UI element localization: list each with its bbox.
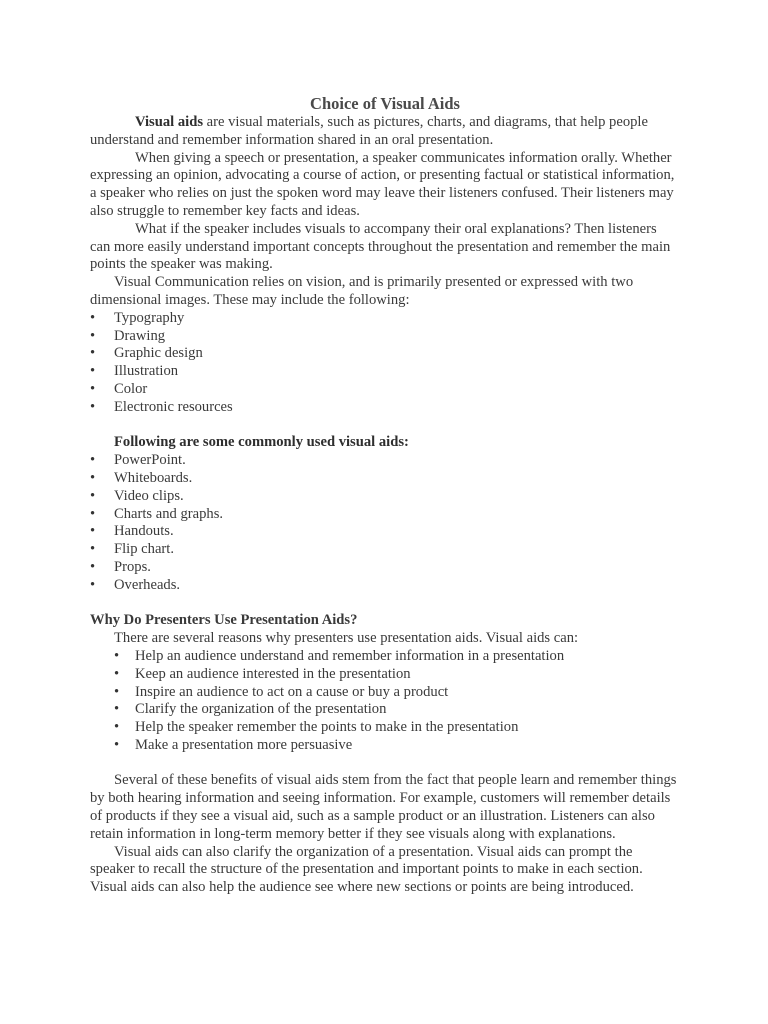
paragraph-organization: Visual aids can also clarify the organization of a presentation. Visual aids can prompt the speaker to recall the structure of the presentation and important points to make in each section. Visual aids can also help the audience see where new sections or points are being introduced. [90,843,643,896]
spacer [90,595,680,613]
list-item: • PowerPoint. [90,452,680,470]
heading-common-aids [90,434,680,452]
spacer [90,417,680,435]
list-item: • Inspire an audience to act on a cause or buy a product [90,684,680,702]
list-common-aids [90,452,680,594]
heading-why-presenters: Why Do Presenters Use Presentation Aids? [90,612,358,629]
list-item: • Video clips. [90,488,680,506]
list-item: • Whiteboards. [90,470,680,488]
list-item: • Charts and graphs. [90,506,680,524]
list-item: • Make a presentation more persuasive [90,737,680,755]
list-item: • Handouts. [90,523,680,541]
paragraph-visual-communication: Visual Communication relies on vision, and is primarily presented or expressed with two dimensional images. These may include the following: [90,274,634,308]
paragraph-intro [90,114,680,150]
list-item: • Color [90,381,680,399]
paragraph-intro-text: are visual materials, such as pictures, charts, and diagrams, that help people understand and remember information shared in an oral presentation. [90,114,648,148]
list-item: • Flip chart. [90,541,680,559]
list-item: • Illustration [90,363,680,381]
list-item: • Graphic design [90,345,680,363]
paragraph-why-intro: There are several reasons why presenters use presentation aids. Visual aids can: [114,630,579,647]
list-item: • Typography [90,310,680,328]
list-item: • Overheads. [90,577,680,595]
heading-common-aids-text: Following are some commonly used visual aids: [114,434,409,451]
page-title: Choice of Visual Aids [310,94,460,113]
list-reasons [90,648,680,755]
document-body [90,94,680,897]
list-item: • Help the speaker remember the points to make in the presentation [90,719,680,737]
list-item: • Props. [90,559,680,577]
list-visual-communication [90,310,680,417]
term-visual-aids: Visual aids [135,114,203,130]
paragraph-speech: When giving a speech or presentation, a speaker communicates information orally. Whether expressing an opinion, advocating a course of action, or presenting factual or statistical information, a speaker who relies on just the spoken word may leave their listeners confused. Their listeners may also struggle to remember key facts and ideas. [90,149,675,219]
list-item: • Help an audience understand and remember information in a presentation [90,648,680,666]
list-item: • Drawing [90,328,680,346]
list-item: • Keep an audience interested in the presentation [90,666,680,684]
paragraph-benefits: Several of these benefits of visual aids stem from the fact that people learn and remember things by both hearing information and seeing information. For example, customers will remember details of products if they see a visual aid, such as a sample product or an illustration. Listeners can also retain information in long-term memory better if they see visuals along with explanations. [90,772,677,842]
list-item: • Clarify the organization of the presentation [90,701,680,719]
list-item: • Electronic resources [90,399,680,417]
spacer [90,755,680,773]
paragraph-visuals: What if the speaker includes visuals to accompany their oral explanations? Then listeners can more easily understand important concepts throughout the presentation and remember the main points the speaker was making. [90,220,671,273]
